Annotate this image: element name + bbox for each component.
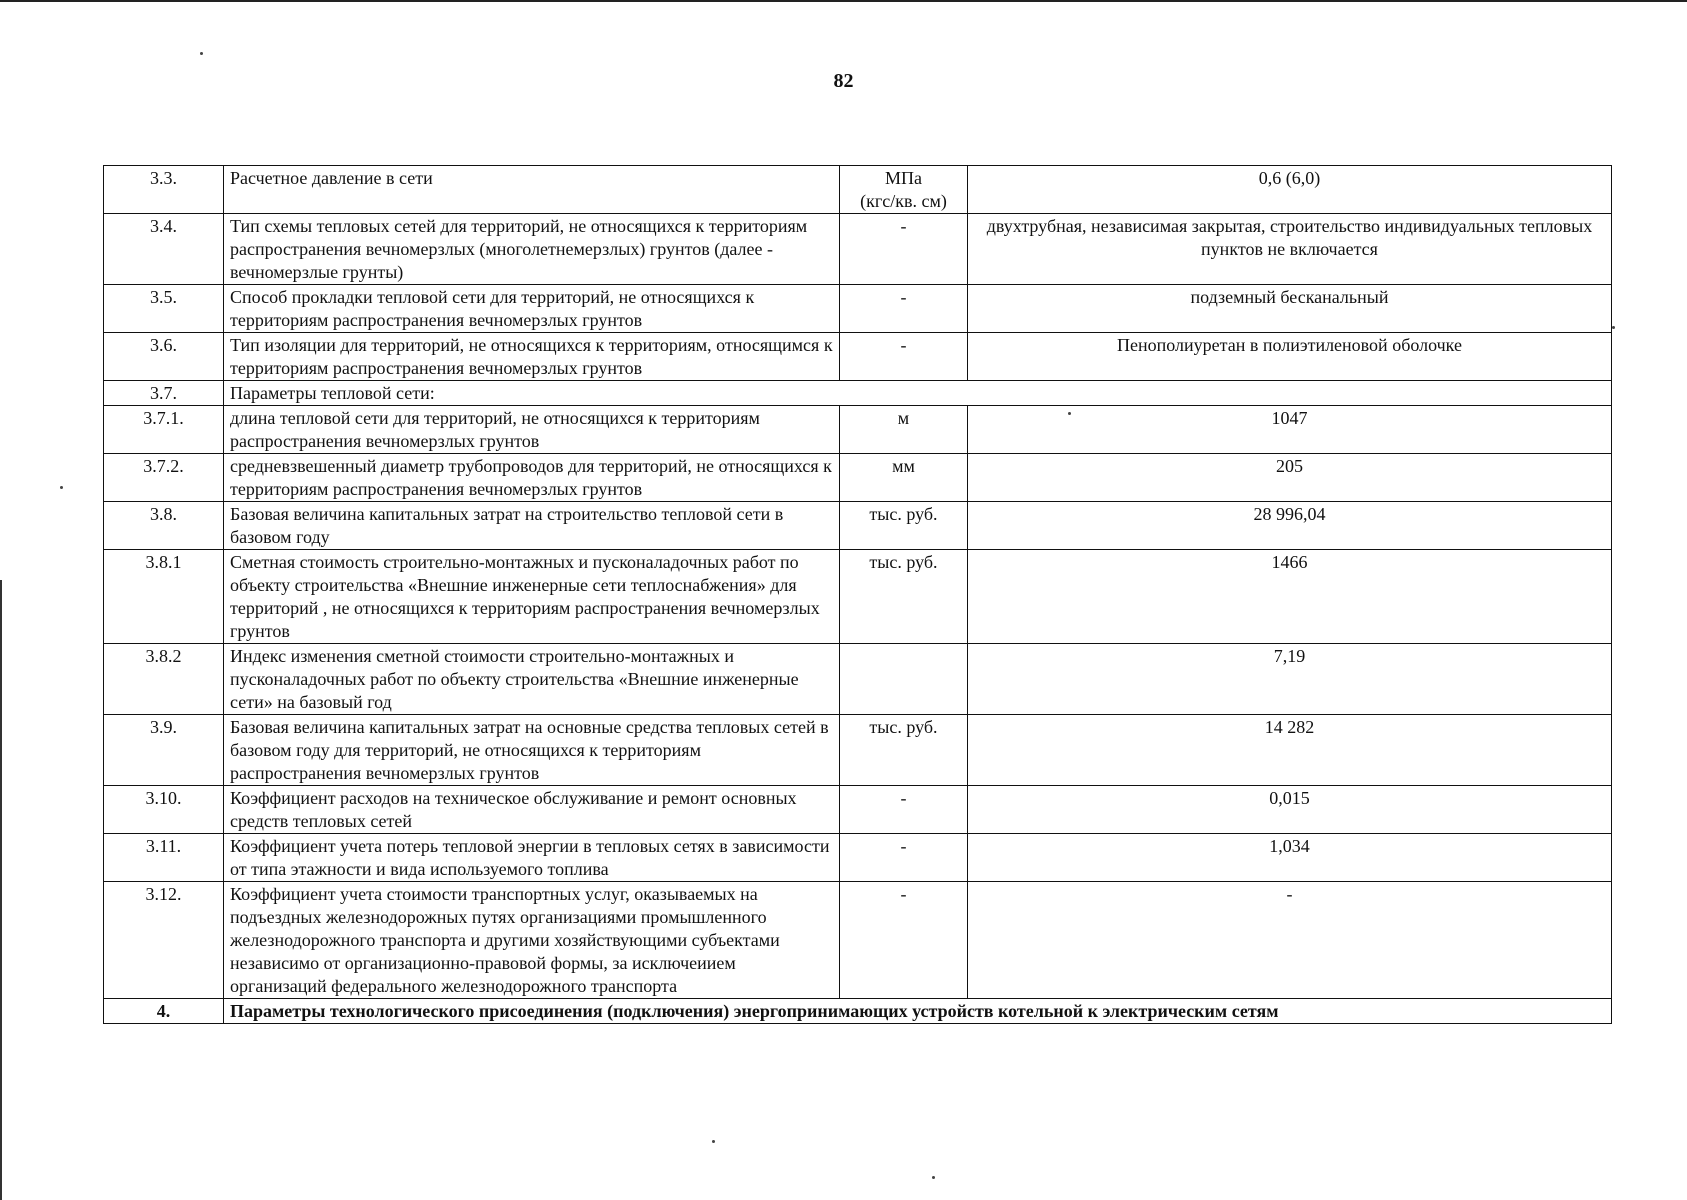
row-name: Коэффициент расходов на техническое обслуживание и ремонт основных средств тепловых сетей: [224, 786, 840, 834]
scan-speck: [932, 1176, 935, 1179]
scan-speck: [712, 1140, 715, 1143]
table-row: [104, 406, 1612, 454]
row-value: -: [968, 882, 1612, 999]
row-name: Сметная стоимость строительно-монтажных и пусконаладочных работ по объекту строительства «Внешние инженерные сети теплоснабжения» для территорий , не относящихся к территориям распространения вечномерзлых грунтов: [224, 550, 840, 644]
table-row: [104, 644, 1612, 715]
parameters-table: [103, 165, 1612, 1024]
scan-top-edge: [0, 0, 1687, 2]
table-row: [104, 381, 1612, 406]
row-unit: мм: [840, 454, 968, 502]
row-name: Способ прокладки тепловой сети для территорий, не относящихся к территориям распространения вечномерзлых грунтов: [224, 285, 840, 333]
row-number: 4.: [104, 999, 224, 1024]
row-unit: м: [840, 406, 968, 454]
row-value: двухтрубная, независимая закрытая, строительство индивидуальных тепловых пунктов не включается: [968, 214, 1612, 285]
row-number: 3.9.: [104, 715, 224, 786]
row-name: средневзвешенный диаметр трубопроводов для территорий, не относящихся к территориям распространения вечномерзлых грунтов: [224, 454, 840, 502]
row-unit: -: [840, 786, 968, 834]
table-row: [104, 166, 1612, 214]
row-number: 3.8.1: [104, 550, 224, 644]
scan-speck: [1068, 412, 1071, 415]
table-row: [104, 333, 1612, 381]
row-unit: [840, 644, 968, 715]
row-value: Пенополиуретан в полиэтиленовой оболочке: [968, 333, 1612, 381]
table-row: [104, 882, 1612, 999]
row-unit: -: [840, 333, 968, 381]
row-value: 0,015: [968, 786, 1612, 834]
row-number: 3.5.: [104, 285, 224, 333]
table-row: [104, 454, 1612, 502]
row-number: 3.6.: [104, 333, 224, 381]
row-name: Расчетное давление в сети: [224, 166, 840, 214]
row-unit: -: [840, 214, 968, 285]
row-name: Базовая величина капитальных затрат на строительство тепловой сети в базовом году: [224, 502, 840, 550]
table-row: [104, 786, 1612, 834]
table-row: [104, 285, 1612, 333]
row-unit: тыс. руб.: [840, 550, 968, 644]
row-number: 3.8.2: [104, 644, 224, 715]
row-name: Параметры технологического присоединения (подключения) энергопринимающих устройств котельной к электрическим сетям: [224, 999, 1612, 1024]
row-number: 3.3.: [104, 166, 224, 214]
row-name: длина тепловой сети для территорий, не относящихся к территориям распространения вечномерзлых грунтов: [224, 406, 840, 454]
row-number: 3.12.: [104, 882, 224, 999]
row-value: 7,19: [968, 644, 1612, 715]
row-name: Параметры тепловой сети:: [224, 381, 1612, 406]
table-row: [104, 715, 1612, 786]
row-name: Коэффициент учета стоимости транспортных услуг, оказываемых на подъездных железнодорожных путях организациями промышленного железнодорожного транспорта и другими хозяйствующими субъектами независимо от организационно-правовой формы, за исключеиием организаций федерального железнодорожного транспорта: [224, 882, 840, 999]
row-value: 0,6 (6,0): [968, 166, 1612, 214]
scan-speck: [60, 486, 63, 489]
row-value: 1466: [968, 550, 1612, 644]
row-value: 28 996,04: [968, 502, 1612, 550]
scan-left-edge: [0, 580, 2, 1200]
row-unit: -: [840, 882, 968, 999]
table-row: [104, 999, 1612, 1024]
row-name: Индекс изменения сметной стоимости строительно-монтажных и пусконаладочных работ по объекту строительства «Внешние инженерные сети» на базовый год: [224, 644, 840, 715]
table-row: [104, 214, 1612, 285]
row-name: Базовая величина капитальных затрат на основные средства тепловых сетей в базовом году для территорий, не относящихся к территориям распространения вечномерзлых грунтов: [224, 715, 840, 786]
row-unit: -: [840, 834, 968, 882]
row-number: 3.11.: [104, 834, 224, 882]
scan-speck: [1612, 326, 1615, 329]
row-value: 14 282: [968, 715, 1612, 786]
row-unit: тыс. руб.: [840, 715, 968, 786]
parameters-table-body: [104, 166, 1612, 1024]
row-value: 1,034: [968, 834, 1612, 882]
row-unit: МПа (кгс/кв. см): [840, 166, 968, 214]
row-name: Тип схемы тепловых сетей для территорий, не относящихся к территориям распространения вечномерзлых (многолетнемерзлых) грунтов (далее - вечномерзлые грунты): [224, 214, 840, 285]
scan-speck: [200, 52, 203, 55]
table-row: [104, 550, 1612, 644]
row-name: Коэффициент учета потерь тепловой энергии в тепловых сетях в зависимости от типа этажности и вида используемого топлива: [224, 834, 840, 882]
table-row: [104, 502, 1612, 550]
row-name: Тип изоляции для территорий, не относящихся к территориям, относящимся к территориям распространения вечномерзлых грунтов: [224, 333, 840, 381]
table-row: [104, 834, 1612, 882]
row-unit: тыс. руб.: [840, 502, 968, 550]
row-unit: -: [840, 285, 968, 333]
row-number: 3.7.: [104, 381, 224, 406]
row-number: 3.7.1.: [104, 406, 224, 454]
row-value: 205: [968, 454, 1612, 502]
row-number: 3.4.: [104, 214, 224, 285]
row-value: подземный бесканальный: [968, 285, 1612, 333]
row-number: 3.8.: [104, 502, 224, 550]
row-value: 1047: [968, 406, 1612, 454]
row-number: 3.10.: [104, 786, 224, 834]
page-number: 82: [833, 70, 854, 92]
row-number: 3.7.2.: [104, 454, 224, 502]
